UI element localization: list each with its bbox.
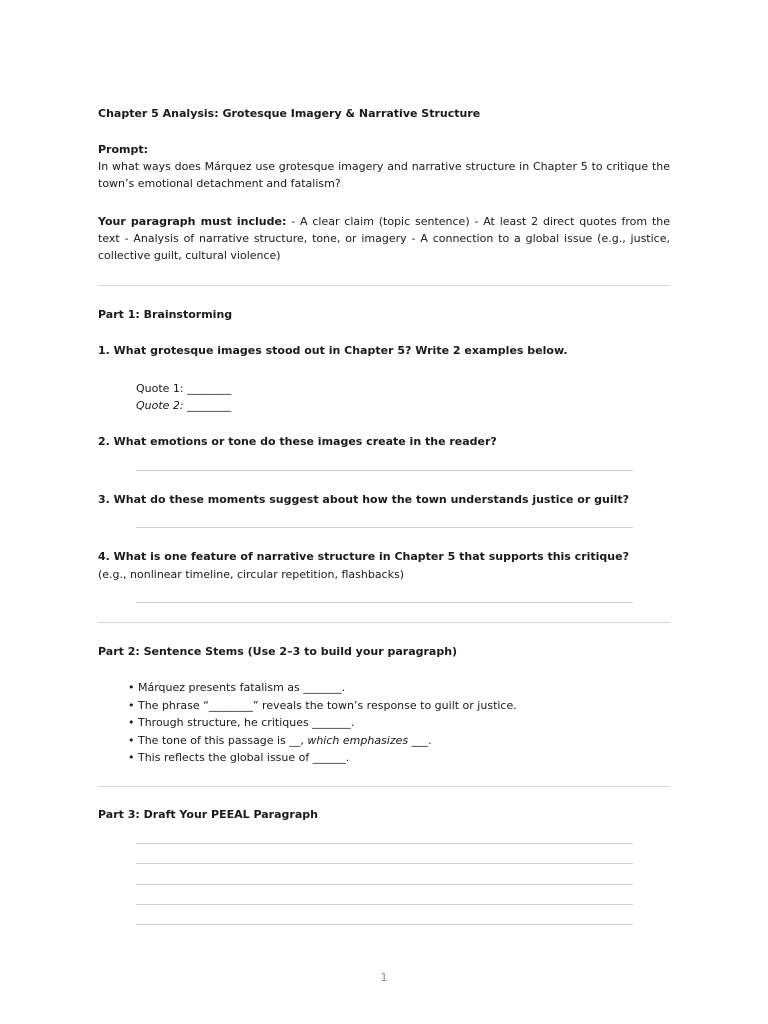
stem-4-emphasis: which emphasizes <box>307 734 409 747</box>
prompt-label: Prompt: <box>98 143 149 156</box>
answer-line <box>136 470 633 471</box>
requirements-label: Your paragraph must include: <box>98 215 287 228</box>
prompt-text: In what ways does Márquez use grotesque imagery and narrative structure in Chapter 5 to critique the town’s emotional detachment and fatalism? <box>98 160 670 190</box>
quote-1-blank: Quote 1: ________ <box>136 382 232 395</box>
divider <box>98 622 670 623</box>
stem-2: • The phrase “________” reveals the town’s response to guilt or justice. <box>128 699 517 712</box>
draft-line <box>136 863 633 864</box>
stem-3: • Through structure, he critiques _______. <box>128 716 355 729</box>
question-3: 3. What do these moments suggest about how the town understands justice or guilt? <box>98 493 630 506</box>
question-1: 1. What grotesque images stood out in Chapter 5? Write 2 examples below. <box>98 344 568 357</box>
stem-4-end: ___. <box>408 734 432 747</box>
page-number: 1 <box>380 971 388 984</box>
requirements-block <box>98 213 670 264</box>
stem-4 <box>128 732 432 749</box>
stem-1: • Márquez presents fatalism as _______. <box>128 681 346 694</box>
draft-line <box>136 843 633 844</box>
draft-line <box>136 924 633 925</box>
answer-line <box>136 527 633 528</box>
question-2: 2. What emotions or tone do these images create in the reader? <box>98 435 497 448</box>
stem-4-start: • The tone of this passage is __, <box>128 734 308 747</box>
question-4-hint: (e.g., nonlinear timeline, circular repetition, flashbacks) <box>98 568 404 581</box>
stem-5: • This reflects the global issue of ______. <box>128 751 350 764</box>
part1-heading: Part 1: Brainstorming <box>98 308 233 321</box>
answer-line <box>136 602 633 603</box>
quote-2-blank: Quote 2: ________ <box>136 399 232 412</box>
document-title: Chapter 5 Analysis: Grotesque Imagery & Narrative Structure <box>98 107 481 120</box>
draft-line <box>136 884 633 885</box>
divider <box>98 786 670 787</box>
requirements-text: - A clear claim (topic sentence) - At least 2 direct quotes from the text - Analysis of narrative structure, tone, or imagery - A connection to a global issue (e.g., justice, collective guilt, cultural violence) <box>98 215 671 262</box>
question-4: 4. What is one feature of narrative structure in Chapter 5 that supports this critique? <box>98 550 629 563</box>
draft-line <box>136 904 633 905</box>
divider <box>98 285 670 286</box>
part2-heading: Part 2: Sentence Stems (Use 2–3 to build your paragraph) <box>98 645 458 658</box>
part3-heading: Part 3: Draft Your PEEAL Paragraph <box>98 808 318 821</box>
